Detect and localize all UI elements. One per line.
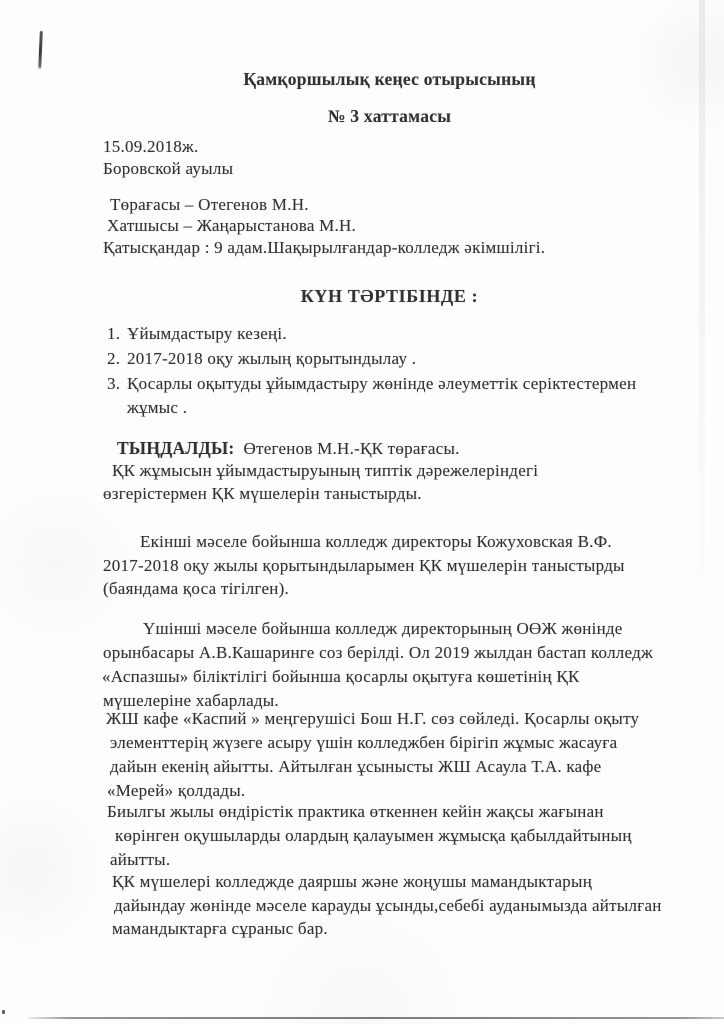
heard-line <box>117 437 460 460</box>
attendees-line: Қатысқандар : 9 адам.Шақырылғандар-колледж әкімшілігі. <box>103 238 546 257</box>
paragraph-line: өзгерістермен ҚК мүшелерін таныстырды. <box>103 484 422 503</box>
paragraph-line: Биылгы жылы өндірістік практика өткеннен кейін жақсы жағынан <box>107 802 604 821</box>
chairman-line: Төрағасы – Отегенов М.Н. <box>110 195 309 214</box>
heard-speaker: Өтегенов М.Н.-ҚК төрағасы. <box>243 439 460 458</box>
paragraph-line: ҚК мүшелері колледжде даяршы және жоңушы мамандыктарың <box>112 872 593 891</box>
document-title: Қамқоршылық кеңес отырысының <box>243 69 536 89</box>
heard-label: ТЫҢДАЛДЫ: <box>117 438 235 458</box>
paragraph-line: «Аспазшы» біліктілігі бойынша қосарлы оқытуға көшетінің ҚК <box>102 667 580 686</box>
paragraph-line: дайын екенің айытты. Айтылған ұсынысты ЖШ Асаула Т.А. кафе <box>110 757 602 776</box>
paragraph-line: 2017-2018 оқу жылы қорытындыларымен ҚК мүшелерін таныстырды <box>103 556 625 575</box>
paragraph-line: мүшелеріне хабарлады. <box>103 691 279 710</box>
agenda-item-number: 2. <box>107 349 121 368</box>
agenda-heading: КҮН ТӘРТІБІНДЕ : <box>300 286 479 306</box>
paragraph-line: дайындау жөнінде мәселе карауды ұсынды,себебі ауданымызда айтылған <box>114 896 662 915</box>
meeting-date: 15.09.2018ж. <box>103 137 199 156</box>
secretary-line: Хатшысы – Жаңарыстанова М.Н. <box>107 216 357 235</box>
paragraph-line: орынбасары А.В.Кашаринге соз берілді. Ол 2019 жылдан бастап колледж <box>103 643 654 662</box>
scan-streak <box>699 0 705 640</box>
pen-stroke-icon <box>38 31 43 69</box>
meeting-place: Боровской ауылы <box>103 159 234 178</box>
paragraph-line: Екінші мәселе бойынша колледж директоры Кожуховская В.Ф. <box>140 532 612 551</box>
agenda-item-text: жұмыс . <box>127 398 188 417</box>
paragraph-line: мамандыктарға сұраныс бар. <box>112 919 328 938</box>
scan-bottom-edge <box>28 1017 724 1019</box>
paragraph-line: ҚК жұмысын ұйымдастыруының типтік дәрежелеріндегі <box>112 461 539 480</box>
paragraph-line: «Мерей» қолдады. <box>107 781 246 800</box>
paragraph-line: элементтерің жүзеге асыру үшін колледжбен бірігіп жұмыс жасауға <box>110 733 618 752</box>
agenda-item-text: 2017-2018 оқу жылың қорытындылау . <box>127 349 417 368</box>
agenda-item-text: Ұйымдастыру кезеңі. <box>127 324 287 343</box>
scan-speck <box>2 1010 5 1014</box>
agenda-item-text: Қосарлы оқытуды ұйымдастыру жөнінде әлеуметтік серіктестермен <box>127 374 637 393</box>
paragraph-line: ЖШ кафе «Каспий » меңгерушісі Бош Н.Г. сөз сөйледі. Қосарлы оқыту <box>106 709 640 728</box>
protocol-number: № 3 хаттамасы <box>327 106 452 126</box>
paragraph-line: айытты. <box>110 850 171 869</box>
agenda-item-number: 1. <box>107 324 121 343</box>
agenda-item-number: 3. <box>107 374 121 393</box>
paragraph-line: (баяндама қоса тігілген). <box>103 579 290 598</box>
paragraph-line: Үшінші мәселе бойынша колледж директорының ОӨЖ жөнінде <box>143 619 623 638</box>
paragraph-line: көрінген оқушыларды олардың қалауымен жұмысқа қабылдайтының <box>115 826 632 845</box>
